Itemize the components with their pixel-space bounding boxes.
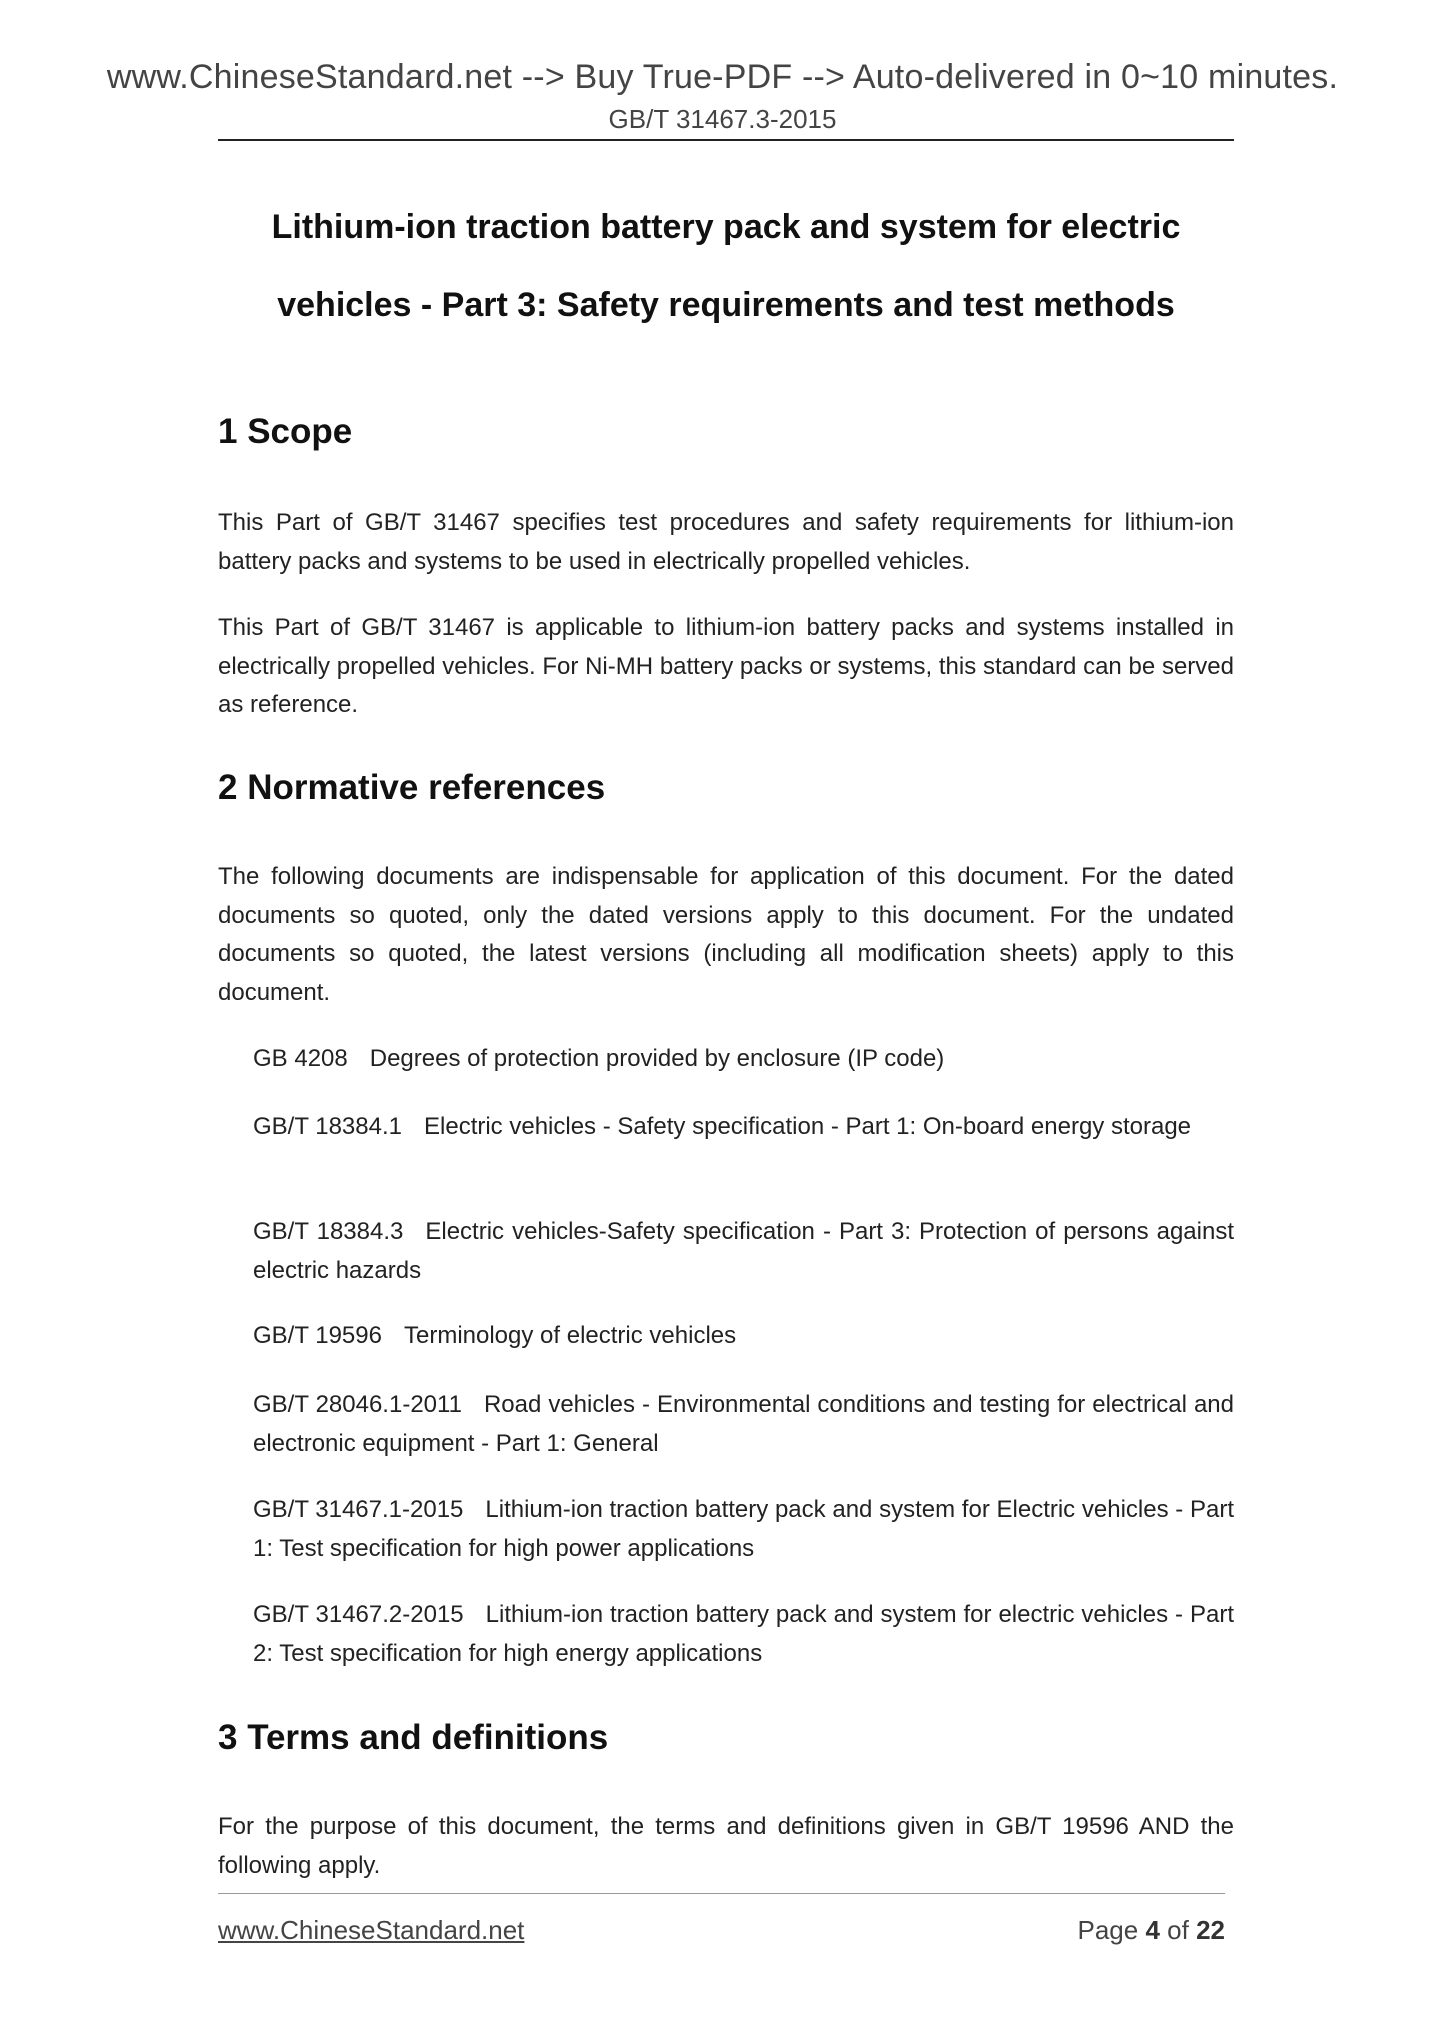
reference-code: GB 4208 <box>253 1045 348 1072</box>
scope-paragraph-2: This Part of GB/T 31467 is applicable to lithium-ion battery packs and systems installed in electrically propelled vehicles. For Ni-MH battery packs or systems, this standard can be served as reference. <box>218 614 1234 718</box>
heading-terms-definitions: 3 Terms and definitions <box>218 1718 609 1757</box>
reference-code: GB/T 31467.1-2015 <box>253 1496 464 1523</box>
page-label: Page <box>1077 1915 1139 1945</box>
reference-title: Lithium-ion traction battery pack and system for Electric vehicles - Part 1: Test specification for high power applications <box>253 1496 1234 1562</box>
title-line-1: Lithium-ion traction battery pack and system for electric <box>271 208 1181 246</box>
title-line-2: vehicles - Part 3: Safety requirements and test methods <box>277 286 1175 324</box>
reference-code: GB/T 28046.1-2011 <box>253 1391 462 1418</box>
page-indicator <box>1077 1915 1225 1946</box>
reference-code: GB/T 18384.3 <box>253 1218 404 1245</box>
reference-code: GB/T 19596 <box>253 1322 382 1349</box>
reference-item <box>253 1040 1234 1079</box>
reference-title: Electric vehicles - Safety specification - Part 1: On-board energy storage <box>424 1113 1192 1140</box>
reference-item <box>253 1596 1234 1673</box>
reference-item <box>253 1213 1234 1290</box>
reference-title: Road vehicles - Environmental conditions and testing for electrical and electronic equipment - Part 1: General <box>253 1391 1235 1457</box>
reference-item <box>253 1317 1234 1356</box>
page-total: 22 <box>1196 1915 1225 1945</box>
heading-normative-references: 2 Normative references <box>218 768 606 807</box>
normative-intro-paragraph: The following documents are indispensable for application of this document. For the dated documents so quoted, only the dated versions apply to this document. For the undated documents so quoted, the latest versions (including all modification sheets) apply to this document. <box>218 863 1234 1006</box>
reference-item <box>253 1108 1234 1147</box>
reference-code: GB/T 31467.2-2015 <box>253 1601 464 1628</box>
reference-code: GB/T 18384.1 <box>253 1113 402 1140</box>
standard-code: GB/T 31467.3-2015 <box>608 104 837 134</box>
reference-title: Degrees of protection provided by enclosure (IP code) <box>369 1045 945 1072</box>
reference-item <box>253 1491 1234 1568</box>
footer-site-link[interactable]: www.ChineseStandard.net <box>218 1915 525 1945</box>
footer-divider <box>218 1893 1225 1894</box>
page-of-label: of <box>1167 1915 1189 1945</box>
document-title <box>218 188 1234 344</box>
reference-title: Electric vehicles-Safety specification - Part 3: Protection of persons against electric hazards <box>253 1218 1234 1284</box>
terms-paragraph: For the purpose of this document, the terms and definitions given in GB/T 19596 AND the following apply. <box>218 1813 1234 1879</box>
scope-paragraph-1: This Part of GB/T 31467 specifies test procedures and safety requirements for lithium-ion battery packs and systems to be used in electrically propelled vehicles. <box>218 509 1234 575</box>
reference-title: Lithium-ion traction battery pack and system for electric vehicles - Part 2: Test specification for high energy applications <box>253 1601 1234 1667</box>
site-banner: www.ChineseStandard.net --> Buy True-PDF --> Auto-delivered in 0~10 minutes. <box>106 58 1339 96</box>
heading-scope: 1 Scope <box>218 412 353 451</box>
reference-title: Terminology of electric vehicles <box>403 1322 737 1349</box>
header-divider <box>218 139 1234 141</box>
page-current: 4 <box>1145 1915 1160 1945</box>
reference-item <box>253 1386 1234 1463</box>
